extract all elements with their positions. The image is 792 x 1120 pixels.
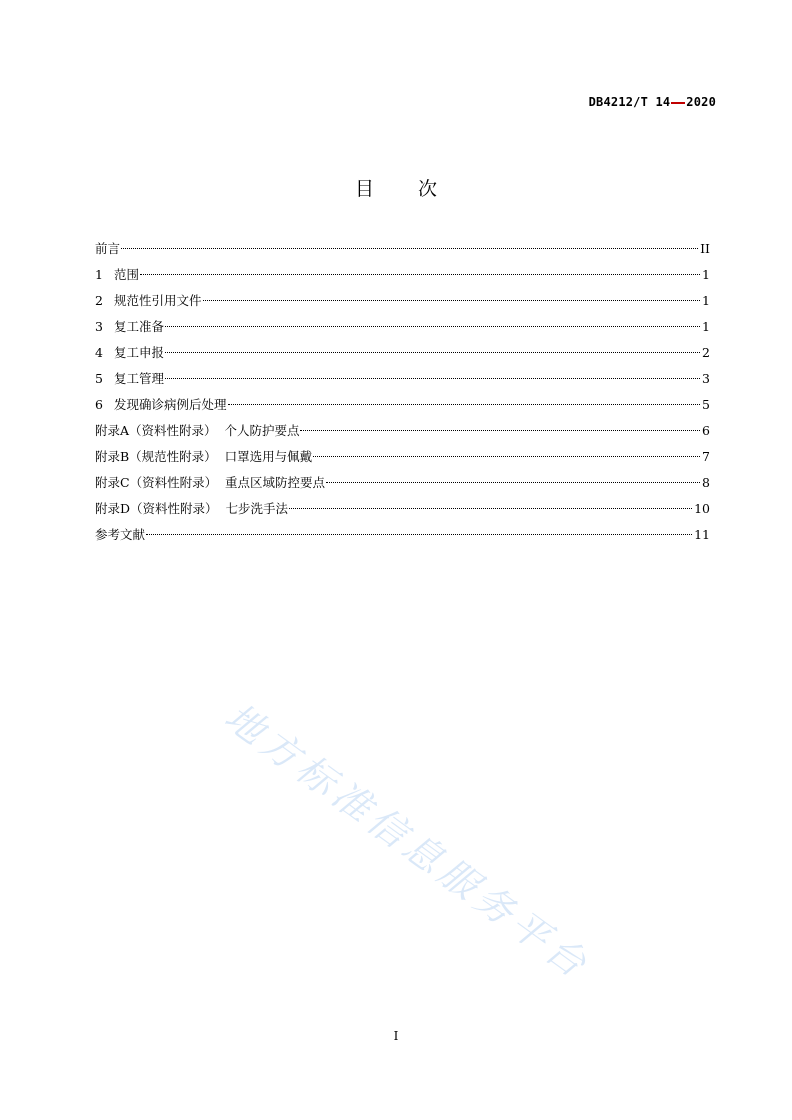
toc-entry-page: 2 [702,345,710,360]
toc-entry-page: 5 [702,397,710,412]
toc-dot-leader [228,404,701,405]
toc-entry-number: 1 [95,267,103,282]
toc-title: 目次 [354,178,481,200]
toc-entry[interactable] [95,366,710,392]
toc-entry-label: 参考文献 [95,527,146,542]
watermark: 地方标准信息服务平台 [216,694,599,989]
toc-dot-leader [140,274,700,275]
toc-entry-label: 附录A（资料性附录） 个人防护要点 [95,423,300,438]
toc-entry-label: 前言 [95,241,121,256]
toc-entry-number: 2 [95,293,103,308]
toc-entry-label: 发现确诊病例后处理 [114,397,227,412]
table-of-contents [95,236,710,548]
toc-entry-page: 1 [702,319,710,334]
toc-entry-label: 复工管理 [114,371,165,386]
toc-entry[interactable] [95,340,710,366]
toc-entry-page: 8 [702,475,710,490]
toc-entry[interactable] [95,236,710,262]
document-code-prefix: DB4212/T 14 [588,95,671,109]
toc-entry-number: 5 [95,371,103,386]
toc-entry[interactable] [95,496,710,522]
toc-entry-page: 11 [694,527,710,542]
toc-entry-number: 4 [95,345,103,360]
toc-entry-page: 1 [702,293,710,308]
toc-entry-label: 附录C（资料性附录） 重点区域防控要点 [95,475,326,490]
code-dash [671,102,685,104]
toc-dot-leader [289,508,692,509]
toc-entry-page: 7 [702,449,710,464]
toc-entry-number: 6 [95,397,103,412]
toc-dot-leader [203,300,701,301]
toc-entry-label: 复工准备 [114,319,165,334]
toc-dot-leader [165,378,700,379]
toc-dot-leader [121,248,698,249]
toc-dot-leader [313,456,700,457]
toc-entry[interactable] [95,470,710,496]
page-number: I [393,1029,399,1043]
toc-entry-page: 6 [702,423,710,438]
toc-entry-label: 范围 [114,267,140,282]
toc-dot-leader [165,326,700,327]
toc-entry[interactable] [95,392,710,418]
toc-dot-leader [326,482,700,483]
toc-entry-label: 复工申报 [114,345,165,360]
toc-entry[interactable] [95,444,710,470]
toc-entry-page: 10 [694,501,710,516]
toc-entry-label: 规范性引用文件 [114,293,202,308]
toc-entry[interactable] [95,288,710,314]
toc-entry-page: 3 [702,371,710,386]
toc-entry[interactable] [95,262,710,288]
document-code [589,95,716,109]
toc-entry-label: 附录B（规范性附录） 口罩选用与佩戴 [95,449,313,464]
toc-entry[interactable] [95,418,710,444]
toc-entry-label: 附录D（资料性附录） 七步洗手法 [95,501,288,516]
toc-entry[interactable] [95,314,710,340]
toc-entry-page: 1 [702,267,710,282]
toc-dot-leader [165,352,700,353]
toc-entry[interactable] [95,522,710,548]
toc-entry-page: II [700,241,710,256]
toc-dot-leader [300,430,700,431]
toc-dot-leader [146,534,692,535]
toc-entry-number: 3 [95,319,103,334]
document-code-year: 2020 [686,95,716,109]
